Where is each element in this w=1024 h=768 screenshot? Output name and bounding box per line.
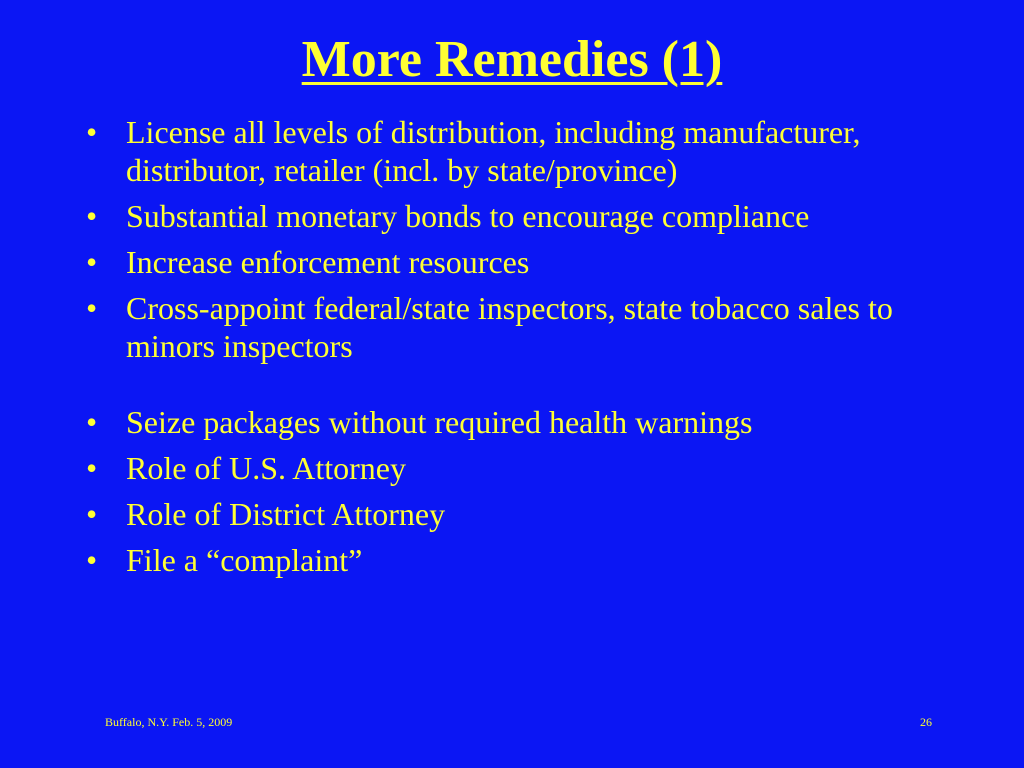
bullet-item <box>86 495 946 533</box>
bullet-item <box>86 403 946 441</box>
bullet-item <box>86 243 946 281</box>
bullet-dot: • <box>86 496 98 532</box>
bullet-item <box>86 289 946 365</box>
bullet-text: Role of District Attorney <box>126 496 446 532</box>
bullet-text: License all levels of distribution, including manufacturer, distributor, retailer (incl. by state/province) <box>126 114 861 188</box>
footer-date-location: Buffalo, N.Y. Feb. 5, 2009 <box>105 715 233 729</box>
page-number: 26 <box>920 715 932 729</box>
bullet-text: Substantial monetary bonds to encourage compliance <box>126 198 810 234</box>
bullet-list <box>86 113 946 587</box>
bullet-dot: • <box>86 450 98 486</box>
bullet-text: Seize packages without required health warnings <box>126 404 753 440</box>
bullet-item <box>86 541 946 579</box>
bullet-text: File a “complaint” <box>126 542 363 578</box>
bullet-item <box>86 197 946 235</box>
bullet-text: Cross-appoint federal/state inspectors, state tobacco sales to minors inspectors <box>126 290 893 364</box>
bullet-dot: • <box>86 404 98 440</box>
bullet-dot: • <box>86 290 98 326</box>
slide-title <box>0 28 1024 92</box>
bullet-dot: • <box>86 542 98 578</box>
bullet-item <box>86 113 946 189</box>
bullet-dot: • <box>86 244 98 280</box>
bullet-text: Increase enforcement resources <box>126 244 530 280</box>
slide-title-text: More Remedies (1) <box>301 31 723 88</box>
bullet-text: Role of U.S. Attorney <box>126 450 406 486</box>
bullet-dot: • <box>86 198 98 234</box>
bullet-dot: • <box>86 114 98 150</box>
bullet-item <box>86 449 946 487</box>
